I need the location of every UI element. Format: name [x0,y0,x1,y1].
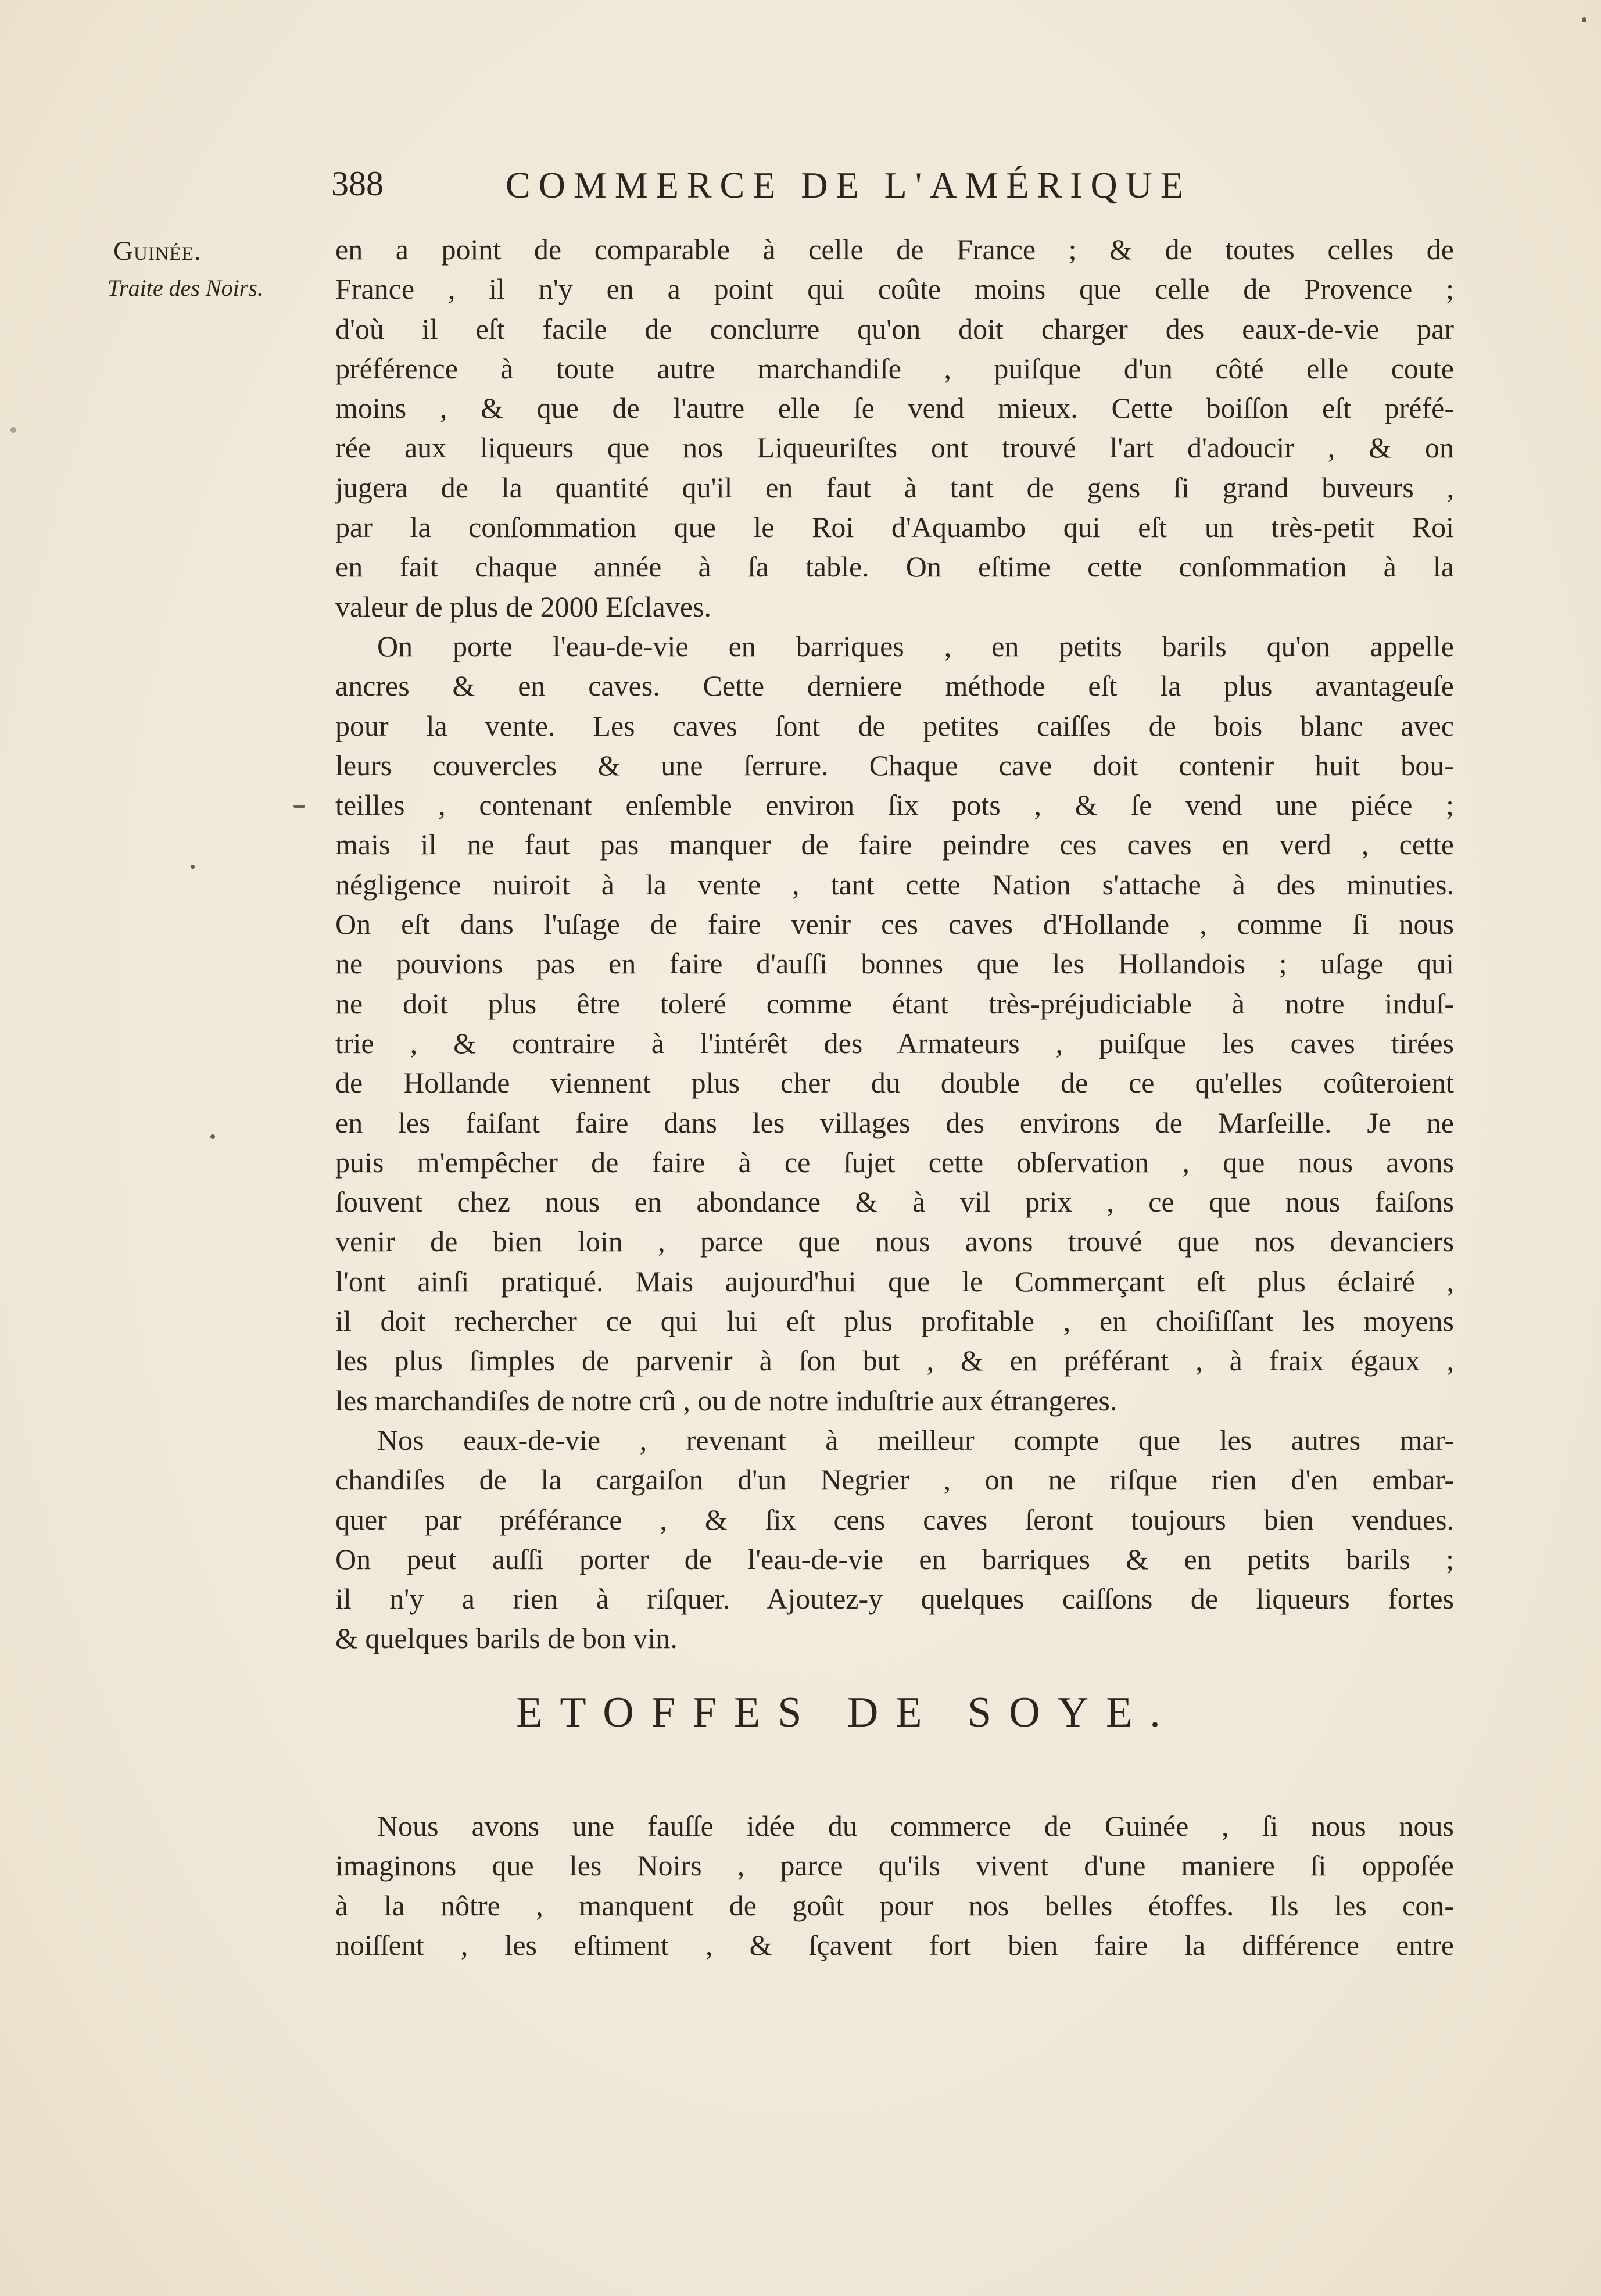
text-line: ſouvent chez nous en abondance & à vil prix , ce que nous faiſons [335,1185,1454,1219]
text-line: en fait chaque année à ſa table. On eſtime cette conſommation à la [335,550,1454,583]
margin-note-traite: Traite des Noirs. [108,275,263,301]
section-heading: ETOFFES DE SOYE. [516,1689,1178,1736]
text-line: en les faiſant faire dans les villages des environs de Marſeille. Je ne [335,1106,1454,1139]
text-line: quer par préférance , & ſix cens caves ſeront toujours bien vendues. [335,1503,1454,1536]
text-line: ne doit plus être toleré comme étant très-préjudiciable à notre induſ- [335,987,1454,1020]
paper-fleck [10,427,16,433]
text-line: noiſſent , les eſtiment , & ſçavent fort bien faire la différence entre [335,1928,1454,1961]
text-line: par la conſommation que le Roi d'Aquambo qui eſt un très-petit Roi [335,511,1454,544]
paper-fleck [1582,17,1586,22]
text-line: & quelques barils de bon vin. [335,1622,678,1655]
text-line: chandiſes de la cargaiſon d'un Negrier , on ne riſque rien d'en embar- [335,1463,1454,1496]
body-text-after-heading [335,1806,1454,1965]
paper-fleck [210,1134,215,1139]
paper-fleck [293,805,305,808]
text-line: il n'y a rien à riſquer. Ajoutez-y quelques caiſſons de liqueurs fortes [335,1582,1454,1616]
body-text [335,230,1454,1659]
text-line: l'ont ainſi pratiqué. Mais aujourd'hui que le Commerçant eſt plus éclairé , [335,1265,1454,1298]
paper-fleck [191,865,195,869]
text-line: puis m'empêcher de faire à ce ſujet cette obſervation , que nous avons [335,1145,1454,1179]
text-line: négligence nuiroit à la vente , tant cette Nation s'attache à des minuties. [335,868,1454,901]
text-line: Nos eaux-de-vie , revenant à meilleur compte que les autres mar- [377,1423,1454,1456]
text-line: il doit rechercher ce qui lui eſt plus profitable , en choiſiſſant les moyens [335,1305,1454,1338]
page-number: 388 [331,164,384,203]
text-line: leurs couvercles & une ſerrure. Chaque cave doit contenir huit bou- [335,748,1454,782]
text-line: les plus ſimples de parvenir à ſon but , & en préférant , à fraix égaux , [335,1344,1454,1377]
margin-note-guinee: Guinée. [113,236,202,266]
text-line: en a point de comparable à celle de France ; & de toutes celles de [335,233,1454,266]
text-line: Nous avons une fauſſe idée du commerce de Guinée , ſi nous nous [377,1810,1454,1842]
running-head [331,164,1296,216]
text-line: ancres & en caves. Cette derniere méthode eſt la plus avantageuſe [335,669,1454,703]
text-line: trie , & contraire à l'intérêt des Armateurs , puiſque les caves tirées [335,1026,1454,1059]
text-line: venir de bien loin , parce que nous avons trouvé que nos devanciers [335,1225,1454,1258]
text-line: On porte l'eau-de-vie en barriques , en petits barils qu'on appelle [377,629,1454,662]
text-line: rée aux liqueurs que nos Liqueuriſtes ont trouvé l'art d'adoucir , & on [335,431,1454,464]
text-line: teilles , contenant enſemble environ ſix pots , & ſe vend une piéce ; [335,789,1454,822]
text-line: imaginons que les Noirs , parce qu'ils vivent d'une maniere ſi oppoſée [335,1849,1454,1882]
text-line: valeur de plus de 2000 Eſclaves. [335,590,712,623]
text-line: moins , & que de l'autre elle ſe vend mieux. Cette boiſſon eſt préfé- [335,392,1454,425]
running-title: COMMERCE DE L'AMÉRIQUE [506,164,1191,206]
text-line: à la nôtre , manquent de goût pour nos belles étoffes. Ils les con- [335,1889,1454,1922]
text-line: d'où il eſt facile de conclurre qu'on doit charger des eaux-de-vie par [335,312,1454,345]
text-line: On peut auſſi porter de l'eau-de-vie en barriques & en petits barils ; [335,1542,1454,1575]
text-line: France , il n'y en a point qui coûte moins que celle de Provence ; [335,273,1454,306]
text-line: les marchandiſes de notre crû , ou de notre induſtrie aux étrangeres. [335,1384,1118,1417]
text-line: de Hollande viennent plus cher du double de ce qu'elles coûteroient [335,1066,1454,1099]
text-line: pour la vente. Les caves ſont de petites caiſſes de bois blanc avec [335,709,1454,742]
margin-notes [108,231,323,306]
text-line: ne pouvions pas en faire d'auſſi bonnes que les Hollandois ; uſage qui [335,947,1454,980]
text-line: préférence à toute autre marchandiſe , puiſque d'un côté elle coute [335,352,1454,385]
text-line: jugera de la quantité qu'il en faut à tant de gens ſi grand buveurs , [335,471,1454,504]
text-line: mais il ne faut pas manquer de faire peindre ces caves en verd , cette [335,828,1454,861]
text-line: On eſt dans l'uſage de faire venir ces caves d'Hollande , comme ſi nous [335,908,1454,941]
